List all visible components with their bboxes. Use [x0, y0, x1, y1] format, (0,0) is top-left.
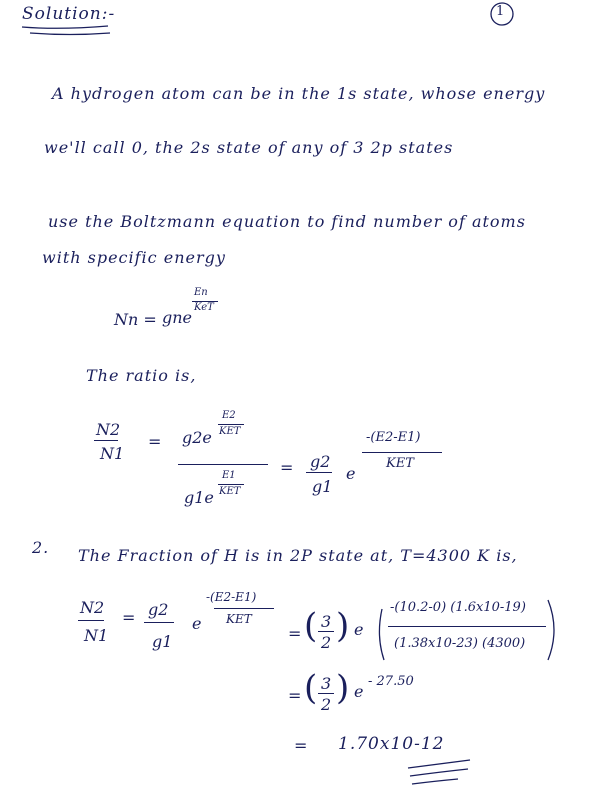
step2-frac-den: 2 [321, 633, 332, 652]
ratio-eq-1: = [148, 432, 162, 451]
ratio-num-exp-den: KET [219, 426, 241, 437]
step2-line2-exp: - 27.50 [368, 674, 414, 689]
step2-big-exp-den: (1.38x10-23) (4300) [394, 636, 526, 651]
ratio-den-base: g1e [184, 488, 214, 507]
ratio-main-bar [178, 464, 268, 465]
step2-lhs-num: N2 [80, 598, 105, 617]
paragraph-2-line-1: use the Boltzmann equation to find number of atoms [48, 212, 526, 231]
ratio-intro: The ratio is, [86, 366, 197, 385]
step2-exp-den: KET [226, 612, 252, 626]
step2-g-den: g1 [152, 632, 173, 651]
paragraph-2-line-2: with specific energy [42, 248, 226, 267]
result-underline-2 [410, 769, 468, 776]
ratio-eq-2: = [280, 458, 294, 477]
page-number: 1 [496, 4, 506, 19]
ratio-num-base: g2e [182, 428, 212, 447]
ratio-num-exp-num: E2 [222, 410, 236, 421]
step2-frac-paren-right: ) [336, 606, 350, 646]
step2-line2-frac-den: 2 [321, 695, 332, 714]
ratio-g-bar [306, 472, 332, 473]
step2-g-bar [144, 622, 174, 623]
result-underline-3 [412, 779, 458, 784]
ratio-exp-bar [362, 452, 442, 453]
page-title: Solution:- [22, 4, 116, 24]
ratio-exp-num: -(E2-E1) [366, 430, 421, 445]
step2-g-num: g2 [148, 600, 169, 619]
step2-line2-eq: = [288, 686, 302, 705]
step2-line2-paren-right: ) [336, 668, 350, 708]
boltzmann-lhs: Nn = [114, 310, 157, 329]
step2-line2-frac-num: 3 [321, 674, 332, 693]
step2-e2: e [354, 620, 364, 639]
ratio-den-exp-den: KET [219, 486, 241, 497]
ratio-lhs-den: N1 [100, 444, 125, 463]
ratio-g-den: g1 [312, 477, 333, 496]
ratio-num-exp-bar [218, 424, 244, 425]
step2-eq-1: = [122, 608, 136, 627]
step2-eq-2: = [288, 624, 302, 643]
step2-big-exp-num: -(10.2-0) (1.6x10-19) [390, 600, 526, 615]
big-paren-left [379, 609, 384, 660]
paragraph-1-line-2: we'll call 0, the 2s state of any of 3 2p states [44, 138, 454, 157]
ratio-lhs-num: N2 [96, 420, 121, 439]
ratio-e: e [346, 464, 356, 483]
boltzmann-base: gne [162, 308, 193, 327]
step2-frac-num: 3 [321, 612, 332, 631]
big-paren-right [548, 600, 554, 660]
step2-line3-eq: = [294, 736, 308, 755]
step2-line2-e: e [354, 682, 364, 701]
step2-lhs-bar [78, 620, 104, 621]
step2-e: e [192, 614, 202, 633]
ratio-g-num: g2 [310, 452, 331, 471]
title-underline-2 [30, 33, 110, 35]
ratio-den-exp-bar [218, 484, 244, 485]
ratio-exp-den: KET [386, 456, 414, 471]
boltzmann-exp-den: KeT [194, 302, 214, 313]
result-underline-1 [408, 760, 470, 768]
final-result: 1.70x10-12 [338, 734, 445, 754]
step2-line2-paren-left: ( [304, 668, 318, 708]
step-2-label: 2. [32, 538, 50, 557]
boltzmann-exp-num: En [194, 287, 208, 298]
step-2-text: The Fraction of H is in 2P state at, T=4300 K is, [78, 546, 518, 565]
step2-exp-num: -(E2-E1) [206, 590, 257, 604]
step2-line2-frac-bar [318, 693, 334, 694]
step2-frac-bar [318, 631, 334, 632]
paragraph-1-line-1: A hydrogen atom can be in the 1s state, whose energy [52, 84, 546, 103]
step2-frac-paren-left: ( [304, 606, 318, 646]
step2-big-exp-bar [388, 626, 546, 627]
step2-exp-bar [214, 608, 274, 609]
step2-lhs-den: N1 [84, 626, 109, 645]
ratio-den-exp-num: E1 [222, 470, 236, 481]
ratio-lhs-bar [94, 440, 118, 441]
title-underline [22, 26, 108, 28]
